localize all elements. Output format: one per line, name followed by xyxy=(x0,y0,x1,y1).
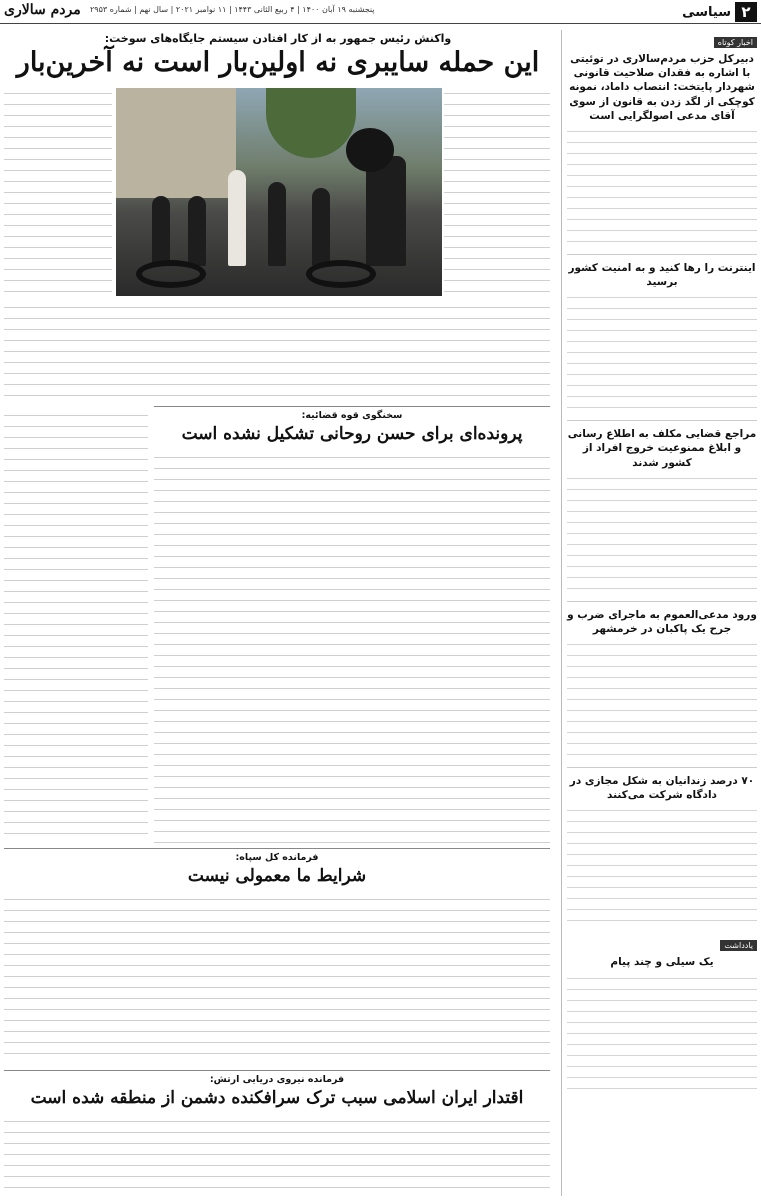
divider xyxy=(567,767,757,768)
photo-person xyxy=(188,196,206,266)
column-tag: یادداشت xyxy=(720,940,757,951)
date-line: پنجشنبه ۱۹ آبان ۱۴۰۰ | ۴ ربیع الثانی ۱۴۴۳ | ۱۱ نوامبر ۲۰۲۱ | سال نهم | شماره ۲۹۵۳ xyxy=(90,5,375,14)
photo-person xyxy=(268,182,286,266)
news-briefs-tag: اخبار کوتاه xyxy=(714,37,757,48)
masthead xyxy=(0,0,761,24)
newspaper-logo: مردم سالاری xyxy=(4,2,81,18)
photo-helmet xyxy=(346,128,394,172)
divider xyxy=(567,601,757,602)
photo-person xyxy=(152,196,170,266)
sidebar-story-headline: دبیرکل حزب مردم‌سالاری در توئیتی با اشاره به فقدان صلاحیت قانونی شهردار پایتخت: انتصاب داماد، نمونه کوچکی از لگد زدن به قانون از سوی آقای مدعی اصولگرایی است xyxy=(569,53,755,122)
lead-body-cols xyxy=(4,302,550,402)
story4-body xyxy=(4,1116,550,1194)
photo-motorbike xyxy=(136,260,206,288)
sidebar-story-5[interactable] xyxy=(567,774,757,925)
sidebar-story-headline: مراجع قضایی مکلف به اطلاع رسانی و ابلاغ ممنوعیت خروج افراد از کشور شدند xyxy=(567,428,757,469)
story2-body xyxy=(154,452,550,844)
sidebar-story-body xyxy=(567,473,757,593)
divider xyxy=(154,406,550,407)
sidebar-story-headline: ۷۰ درصد زندانیان به شکل مجازی در دادگاه شرکت می‌کنند xyxy=(569,775,755,802)
divider xyxy=(567,254,757,255)
sidebar-story-1[interactable] xyxy=(567,52,757,246)
sidebar-story-body xyxy=(567,126,757,246)
section-header xyxy=(682,2,757,22)
lead-headline[interactable]: این حمله سایبری نه اولین‌بار است نه آخرین‌بار xyxy=(16,47,540,78)
section-title: سیاسی xyxy=(682,4,731,20)
sidebar-story-3[interactable] xyxy=(567,427,757,593)
sidebar-story-body xyxy=(567,639,757,759)
column-body xyxy=(567,973,757,1093)
story2-kicker: سخنگوی قوه قضائیه: xyxy=(301,410,403,421)
story4-headline[interactable]: اقتدار ایران اسلامی سبب ترک سرافکنده دشمن از منطقه شده است xyxy=(30,1088,524,1108)
lead-body-col xyxy=(4,88,112,296)
sidebar-story-body xyxy=(567,805,757,925)
lead-photo xyxy=(116,88,442,296)
sidebar-story-body xyxy=(567,292,757,412)
sidebar xyxy=(561,30,757,1196)
main-content xyxy=(4,30,552,1196)
page-number: ۲ xyxy=(735,2,757,22)
sidebar-story-4[interactable] xyxy=(567,608,757,759)
story3-body xyxy=(4,894,550,1064)
divider xyxy=(4,1070,550,1071)
photo-person xyxy=(312,188,330,266)
story3-kicker: فرمانده کل سپاه: xyxy=(235,852,319,863)
column-headline: یک سیلی و چند پیام xyxy=(610,956,714,969)
sidebar-story-headline: ورود مدعی‌العموم به ماجرای ضرب و جرح یک پاکبان در خرمشهر xyxy=(567,608,757,635)
photo-building xyxy=(116,88,236,198)
lead-kicker: واکنش رئیس جمهور به از کار افتادن سیستم جایگاه‌های سوخت: xyxy=(104,32,452,45)
story4-kicker: فرمانده نیروی دریایی ارتش: xyxy=(209,1074,345,1085)
divider xyxy=(567,420,757,421)
divider xyxy=(4,848,550,849)
opinion-column[interactable] xyxy=(567,955,757,1092)
photo-motorbike xyxy=(306,260,376,288)
sidebar-story-headline: اینترنت را رها کنید و به امنیت کشور برسید xyxy=(568,261,756,289)
story3-headline[interactable]: شرایط ما معمولی نیست xyxy=(187,866,367,886)
story2-headline[interactable]: پرونده‌ای برای حسن روحانی تشکیل نشده است xyxy=(181,424,523,444)
lead-body-col xyxy=(444,88,550,296)
photo-cleric xyxy=(228,170,246,266)
lead-continued-col xyxy=(4,410,148,840)
photo-rider xyxy=(366,156,406,266)
photo-tree xyxy=(266,88,356,158)
sidebar-story-2[interactable] xyxy=(567,261,757,412)
